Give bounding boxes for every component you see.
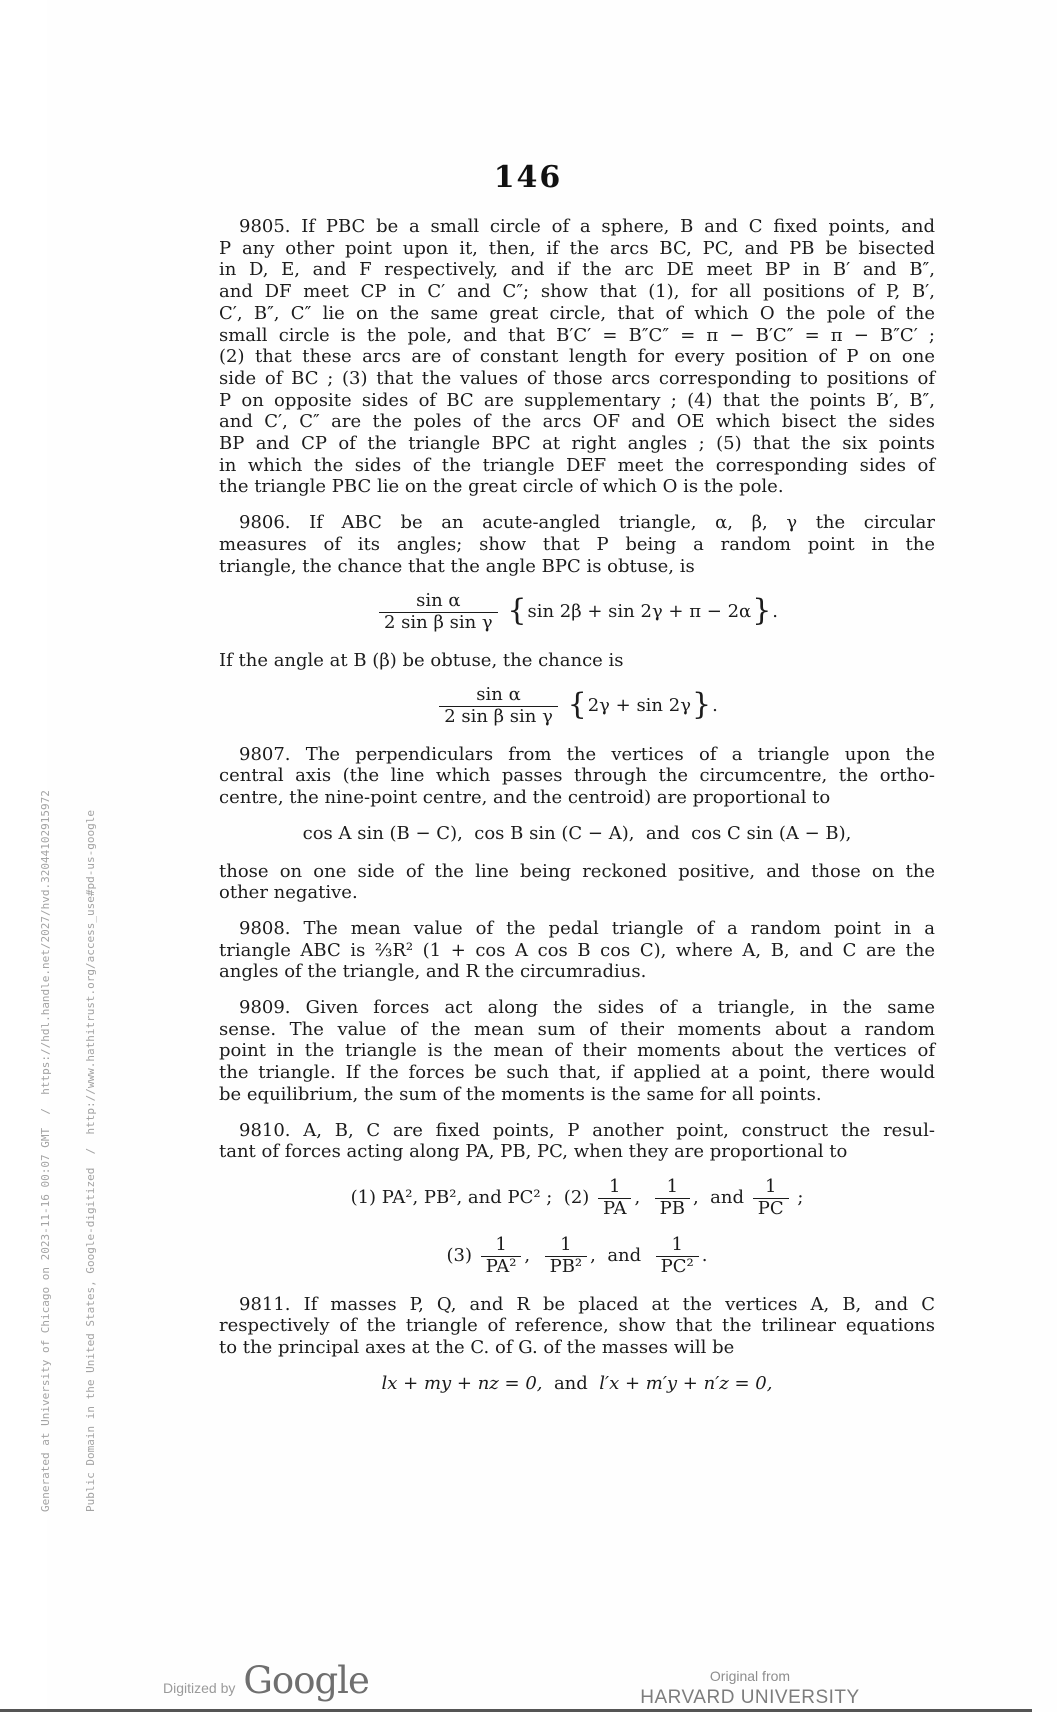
text-line: BP and CP of the triangle BPC at right angles ; (5) that the six points <box>219 433 935 455</box>
formula-text: (1) PA², PB², and PC² ; (2) <box>350 1187 596 1209</box>
paragraph <box>219 918 935 983</box>
text-line: and DF meet CP in C′ and C″; show that (1), for all positions of P, B′, <box>219 281 935 303</box>
hathitrust-watermark <box>8 788 97 1512</box>
math-formula <box>219 1177 935 1219</box>
formula-text: , and <box>693 1187 750 1209</box>
fraction: $\frac{1}{PA}$ <box>598 1177 631 1219</box>
text-line: 9810. A, B, C are fixed points, P another point, construct the resul- <box>239 1119 935 1141</box>
brace-glyph: } <box>691 686 712 722</box>
body-blocks <box>219 216 935 1411</box>
text-line: If the angle at B (β) be obtuse, the chance is <box>219 649 624 671</box>
formula-text: (3) <box>446 1245 478 1267</box>
institution-label: HARVARD UNIVERSITY <box>640 1687 860 1708</box>
text-line: small circle is the pole, and that B′C′ = B″C″ = π − B′C″ = π − B″C′ ; <box>219 324 935 346</box>
text-line: tant of forces acting along PA, PB, PC, when they are proportional to <box>219 1141 848 1163</box>
text-line: 9805. If PBC be a small circle of a sphere, B and C fixed points, and <box>239 216 935 237</box>
original-from-label: Original from <box>709 1668 791 1684</box>
formula-text: , and <box>590 1245 653 1267</box>
math-formula <box>219 685 935 727</box>
paragraph <box>219 216 935 498</box>
formula-text: sin 2β + sin 2γ + π − 2α <box>527 601 752 623</box>
watermark-line-2: Public Domain in the United States, Google-digitized / http://www.hathitrust.org/access_use#pd-us-google <box>84 810 97 1512</box>
text-line: (2) that these arcs are of constant length for every position of P on one <box>219 346 935 368</box>
fraction: $\frac{\text{sin α}}{\text{2 sin β sin γ}}$ <box>379 591 498 633</box>
text-line: central axis (the line which passes through the circumcentre, the ortho- <box>219 765 935 787</box>
text-line: sense. The value of the mean sum of their moments about a random <box>219 1018 935 1040</box>
text-line: P any other point upon it, then, if the arcs BC, PC, and PB be bisected <box>219 237 935 259</box>
fraction: $\frac{1}{\text{PC²}}$ <box>656 1235 699 1277</box>
original-from-footer <box>610 1668 890 1709</box>
text-line: to the principal axes at the C. of G. of the masses will be <box>219 1337 735 1359</box>
watermark-line-1: Generated at University of Chicago on 2023-11-16 00:07 GMT / https://hdl.handle.net/2027/hvd.32044102915972 <box>39 790 52 1512</box>
brace-glyph: { <box>567 686 587 722</box>
text-line: measures of its angles; show that P being a random point in the <box>219 533 935 555</box>
paragraph <box>219 512 935 577</box>
brace-glyph: { <box>507 592 527 628</box>
text-line: and C′, C″ are the poles of the arcs OF and OE which bisect the sides <box>219 411 935 433</box>
formula-text: . <box>772 601 779 623</box>
text-line: point in the triangle is the mean of their moments about the vertices of <box>219 1040 935 1062</box>
formula-text: . <box>712 695 718 717</box>
text-line: triangle, the chance that the angle BPC is obtuse, is <box>219 555 695 577</box>
text-line: other negative. <box>219 882 358 904</box>
digitized-by-footer <box>163 1659 369 1702</box>
formula-text: . <box>701 1245 708 1267</box>
text-line: centre, the nine-point centre, and the centroid) are proportional to <box>219 787 831 809</box>
paragraph <box>219 997 935 1106</box>
text-line: 9806. If ABC be an acute-angled triangle, α, β, γ the circular <box>239 512 935 534</box>
formula-text: l′x + m′y + n′z = 0, <box>599 1372 773 1394</box>
paragraph <box>219 1294 935 1359</box>
page-number: 146 <box>493 160 563 195</box>
text-line: in D, E, and F respectively, and if the arc DE meet BP in B′ and B″, <box>219 259 935 281</box>
text-line: side of BC ; (3) that the values of those arcs corresponding to positions of <box>219 367 935 389</box>
paragraph <box>219 744 935 809</box>
text-line: angles of the triangle, and R the circumradius. <box>219 961 647 983</box>
formula-text: cos A sin (B − C), cos B sin (C − A), and cos C sin (A − B), <box>302 822 852 844</box>
watermark-text <box>8 788 128 1512</box>
math-formula <box>219 1373 935 1395</box>
formula-text: ; <box>791 1187 804 1209</box>
paragraph <box>219 861 935 904</box>
formula-text: lx + my + nz = 0, <box>381 1372 543 1394</box>
text-line: C′, B″, C″ lie on the same great circle, that of which O the pole of the <box>219 302 935 324</box>
text-line: the triangle PBC lie on the great circle of which O is the pole. <box>219 476 784 498</box>
text-line: 9811. If masses P, Q, and R be placed at the vertices A, B, and C <box>239 1293 935 1315</box>
brace-glyph: } <box>752 592 772 628</box>
fraction: $\frac{1}{\text{PA²}}$ <box>481 1235 522 1277</box>
paragraph <box>219 650 935 672</box>
math-formula <box>219 591 935 633</box>
text-line: in which the sides of the triangle DEF meet the corresponding sides of <box>219 454 935 476</box>
text-line: those on one side of the line being reckoned positive, and those on the <box>219 860 935 882</box>
google-logo: Google <box>243 1659 369 1702</box>
text-line: 9808. The mean value of the pedal triangle of a random point in a <box>239 917 935 939</box>
fraction: $\frac{1}{PC}$ <box>753 1177 789 1219</box>
digitized-by-label: Digitized by <box>163 1680 236 1696</box>
fraction: $\frac{1}{PB}$ <box>655 1177 690 1219</box>
text-line: 9809. Given forces act along the sides of a triangle, in the same <box>239 997 935 1019</box>
paragraph <box>219 1120 935 1163</box>
formula-text: , <box>634 1187 652 1209</box>
text-line: P on opposite sides of BC are supplementary ; (4) that the points B′, B″, <box>219 389 935 411</box>
fraction: $\frac{1}{\text{PB²}}$ <box>545 1235 588 1277</box>
formula-text <box>561 696 567 717</box>
text-line: 9807. The perpendiculars from the vertices of a triangle upon the <box>239 743 935 765</box>
text-line: the triangle. If the forces be such that, if applied at a point, there would <box>219 1062 935 1084</box>
formula-text: 2γ + sin 2γ <box>587 695 691 717</box>
fraction: $\frac{\text{sin α}}{\text{2 sin β sin γ}}$ <box>439 685 558 727</box>
formula-text: and <box>542 1372 600 1394</box>
math-formula <box>219 823 935 845</box>
math-formula <box>219 1235 935 1277</box>
text-line: be equilibrium, the sum of the moments is the same for all points. <box>219 1083 822 1105</box>
text-line: triangle ABC is ⅔R² (1 + cos A cos B cos C), where A, B, and C are the <box>219 939 935 961</box>
text-line: respectively of the triangle of reference, show that the trilinear equations <box>219 1315 935 1337</box>
formula-text: , <box>524 1245 542 1267</box>
